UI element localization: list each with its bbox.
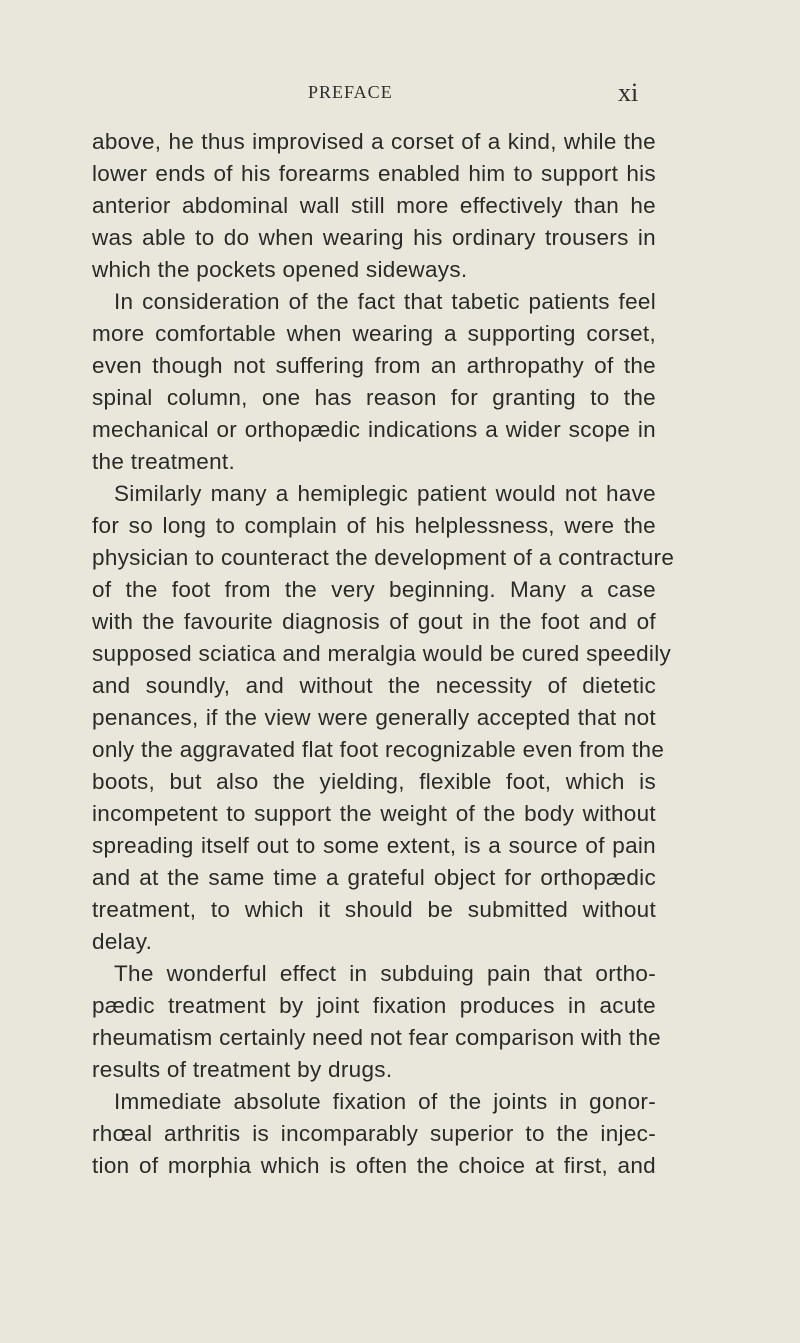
text-line: anterior abdominal wall still more effectively than he [92, 193, 656, 218]
text-line: penances, if the view were generally accepted that not [92, 705, 656, 730]
text-line: rheumatism certainly need not fear comparison with the [92, 1025, 661, 1050]
text-line: supposed sciatica and meralgia would be cured speedily [92, 641, 672, 666]
text-line: of the foot from the very beginning. Many a case [92, 577, 656, 602]
text-line: rhœal arthritis is incomparably superior to the injec- [92, 1121, 656, 1146]
text-line: with the favourite diagnosis of gout in the foot and of [92, 609, 656, 634]
running-head [0, 78, 800, 107]
text-line: which the pockets opened sideways. [92, 257, 468, 282]
text-line: boots, but also the yielding, flexible foot, which is [92, 769, 656, 794]
text-line: results of treatment by drugs. [92, 1057, 393, 1082]
text-line: incompetent to support the weight of the body without [92, 801, 656, 826]
text-line: lower ends of his forearms enabled him to support his [92, 161, 656, 186]
text-line: In consideration of the fact that tabetic patients feel [114, 289, 656, 314]
text-line: delay. [92, 929, 153, 954]
text-line: was able to do when wearing his ordinary trousers in [92, 225, 656, 250]
text-line: above, he thus improvised a corset of a kind, while the [92, 129, 656, 154]
text-line: the treatment. [92, 449, 236, 474]
body-text [92, 126, 675, 1182]
text-line: spreading itself out to some extent, is a source of pain [92, 833, 656, 858]
text-line: treatment, to which it should be submitted without [92, 897, 656, 922]
text-line: mechanical or orthopædic indications a wider scope in [92, 417, 656, 442]
text-line: and soundly, and without the necessity of dietetic [92, 673, 656, 698]
text-line: even though not suffering from an arthropathy of the [92, 353, 656, 378]
text-line: tion of morphia which is often the choice at first, and [92, 1153, 656, 1178]
text-line: for so long to complain of his helplessness, were the [92, 513, 656, 538]
running-title: PREFACE [308, 82, 393, 102]
text-line: Similarly many a hemiplegic patient would not have [114, 481, 656, 506]
text-line: more comfortable when wearing a supporting corset, [92, 321, 656, 346]
page-number: xi [618, 78, 639, 107]
text-line: and at the same time a grateful object for orthopædic [92, 865, 656, 890]
text-line: spinal column, one has reason for granting to the [92, 385, 656, 410]
text-line: The wonderful effect in subduing pain that ortho- [114, 961, 656, 986]
text-line: Immediate absolute fixation of the joints in gonor- [114, 1089, 656, 1114]
text-line: pædic treatment by joint fixation produces in acute [92, 993, 656, 1018]
text-line: physician to counteract the development of a contracture [92, 545, 675, 570]
text-line: only the aggravated flat foot recognizable even from the [92, 737, 665, 762]
